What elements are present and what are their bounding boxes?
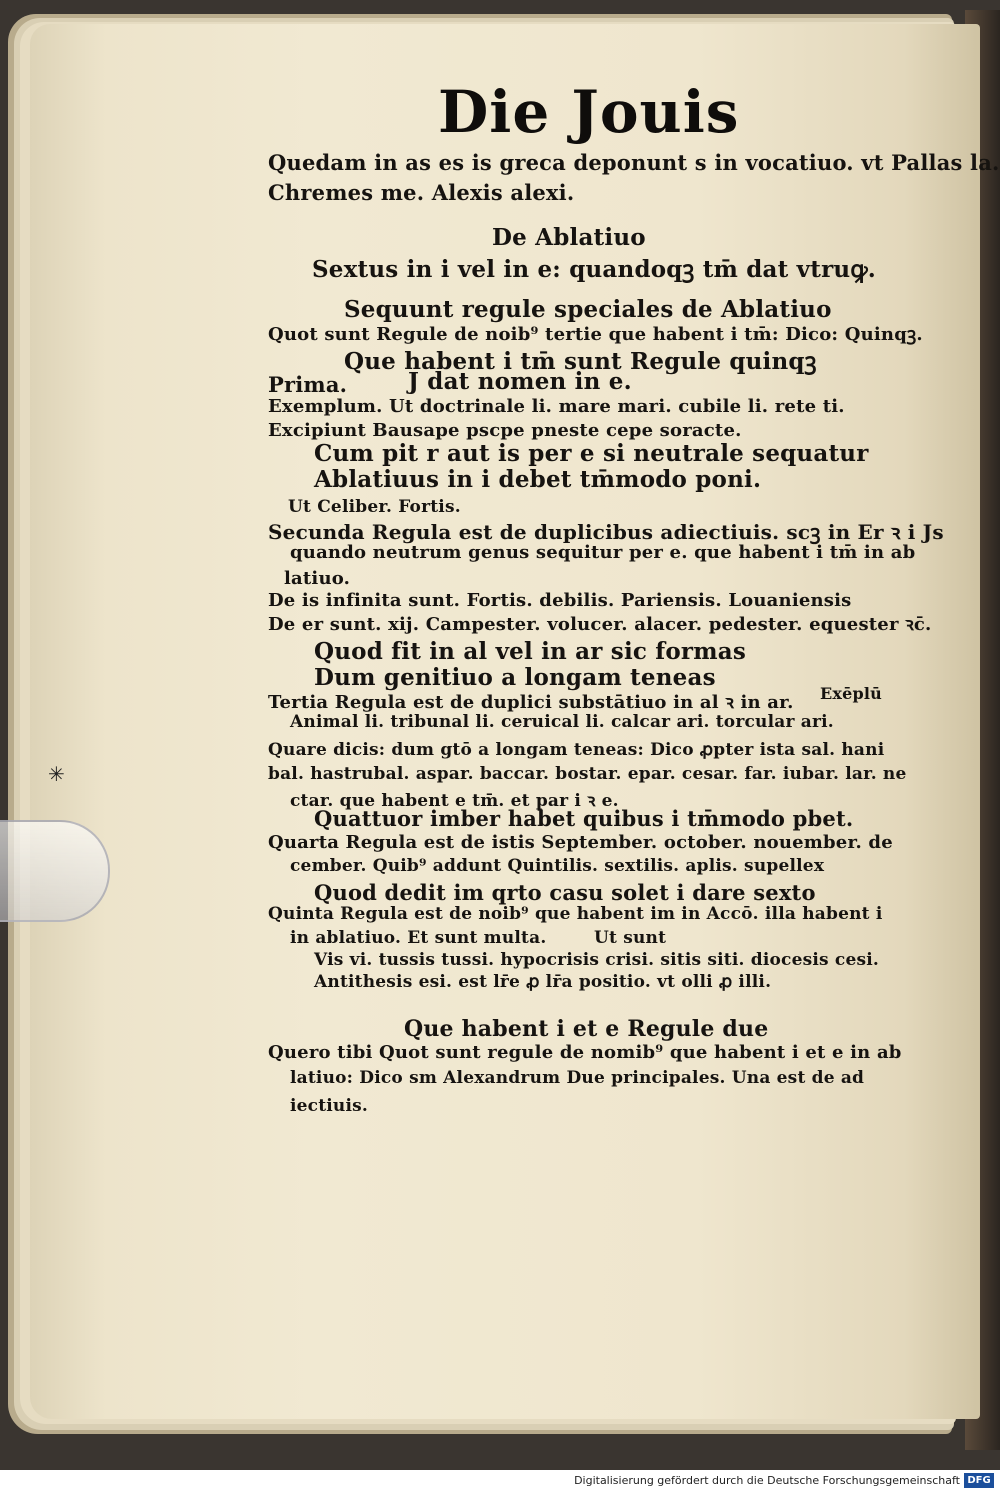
text-line: Prima. <box>268 372 348 397</box>
text-line: latiuo: Dico sm Alexandrum Due principales. Una est de ad <box>290 1068 865 1088</box>
text-line: bal. hastrubal. aspar. baccar. bostar. epar. cesar. far. iubar. lar. ne <box>268 764 907 784</box>
text-line: Vis vi. tussis tussi. hypocrisis crisi. sitis siti. diocesis cesi. <box>314 950 880 970</box>
text-line: Exēplū <box>820 684 883 703</box>
text-line: Quarta Regula est de istis September. october. nouember. de <box>268 832 893 853</box>
text-line: in ablatiuo. Et sunt multa. <box>290 928 547 948</box>
text-line: Quero tibi Quot sunt regule de nomib⁹ que habent i et e in ab <box>268 1042 902 1063</box>
margin-mark: ✳ <box>48 762 65 786</box>
page-title: Die Jouis <box>438 78 740 146</box>
text-line: J dat nomen in e. <box>408 368 632 395</box>
text-line: Quare dicis: dum gtō a longam teneas: Dico ꝓpter ista sal. hani <box>268 740 885 760</box>
section-heading: De Ablatiuo <box>492 224 646 251</box>
text-line: Quinta Regula est de noib⁹ que habent im in Accō. illa habent i <box>268 904 883 924</box>
text-line: Quod fit in al vel in ar sic formas <box>314 638 747 665</box>
footer-bar <box>0 1470 1000 1493</box>
text-line: Ut Celiber. Fortis. <box>288 497 461 517</box>
text-line: Animal li. tribunal li. ceruical li. calcar ari. torcular ari. <box>290 712 834 732</box>
text-line: Tertia Regula est de duplici substātiuo in al ꝛ in ar. <box>268 692 794 713</box>
text-line: Quedam in as es is greca deponunt s in vocatiuo. vt Pallas la. <box>268 150 1000 175</box>
text-line: Quot sunt Regule de noib⁹ tertie que habent i tm̄: Dico: Quinqꝫ. <box>268 324 923 345</box>
text-line: Cum pit r aut is per e si neutrale sequatur <box>314 440 869 467</box>
section-heading: Sequunt regule speciales de Ablatiuo <box>344 296 832 323</box>
footer-credit: Digitalisierung gefördert durch die Deutsche Forschungsgemeinschaft <box>574 1474 960 1487</box>
text-line: Quattuor imber habet quibus i tm̄modo pbet. <box>314 806 854 831</box>
text-line: iectiuis. <box>290 1096 369 1116</box>
text-line: De er sunt. xij. Campester. volucer. alacer. pedester. equester ꝛc̄. <box>268 614 932 635</box>
text-line: Ut sunt <box>594 928 667 948</box>
text-line: Excipiunt Bausape pscpe pneste cepe soracte. <box>268 420 742 441</box>
text-line: De is infinita sunt. Fortis. debilis. Pariensis. Louaniensis <box>268 590 852 611</box>
text-line: Secunda Regula est de duplicibus adiectiuis. scꝫ in Er ꝛ i Js <box>268 520 944 544</box>
text-line: cember. Quib⁹ addunt Quintilis. sextilis. aplis. supellex <box>290 856 825 876</box>
text-line: quando neutrum genus sequitur per e. que habent i tm̄ in ab <box>290 542 916 563</box>
text-line: Que habent i tm̄ sunt Regule quinqꝫ <box>344 348 817 375</box>
text-line: Chremes me. Alexis alexi. <box>268 180 575 205</box>
text-line: Ablatiuus in i debet tm̄modo poni. <box>314 466 762 493</box>
section-heading: Que habent i et e Regule due <box>404 1016 769 1042</box>
page-clip <box>0 820 110 922</box>
text-line: Exemplum. Ut doctrinale li. mare mari. cubile li. rete ti. <box>268 396 845 417</box>
text-line: Antithesis esi. est lr̄e ꝓ lr̄a positio. vt olli ꝓ illi. <box>314 972 772 992</box>
text-line: Quod dedit im qrto casu solet i dare sexto <box>314 880 816 905</box>
text-line: Sextus in i vel in e: quandoqꝫ tm̄ dat vtruꝙ. <box>312 256 876 283</box>
text-line: ctar. que habent e tm̄. et par i ꝛ e. <box>290 791 619 811</box>
dfg-logo: DFG <box>964 1473 994 1488</box>
text-line: latiuo. <box>284 568 351 589</box>
text-line: Dum genitiuo a longam teneas <box>314 664 716 691</box>
